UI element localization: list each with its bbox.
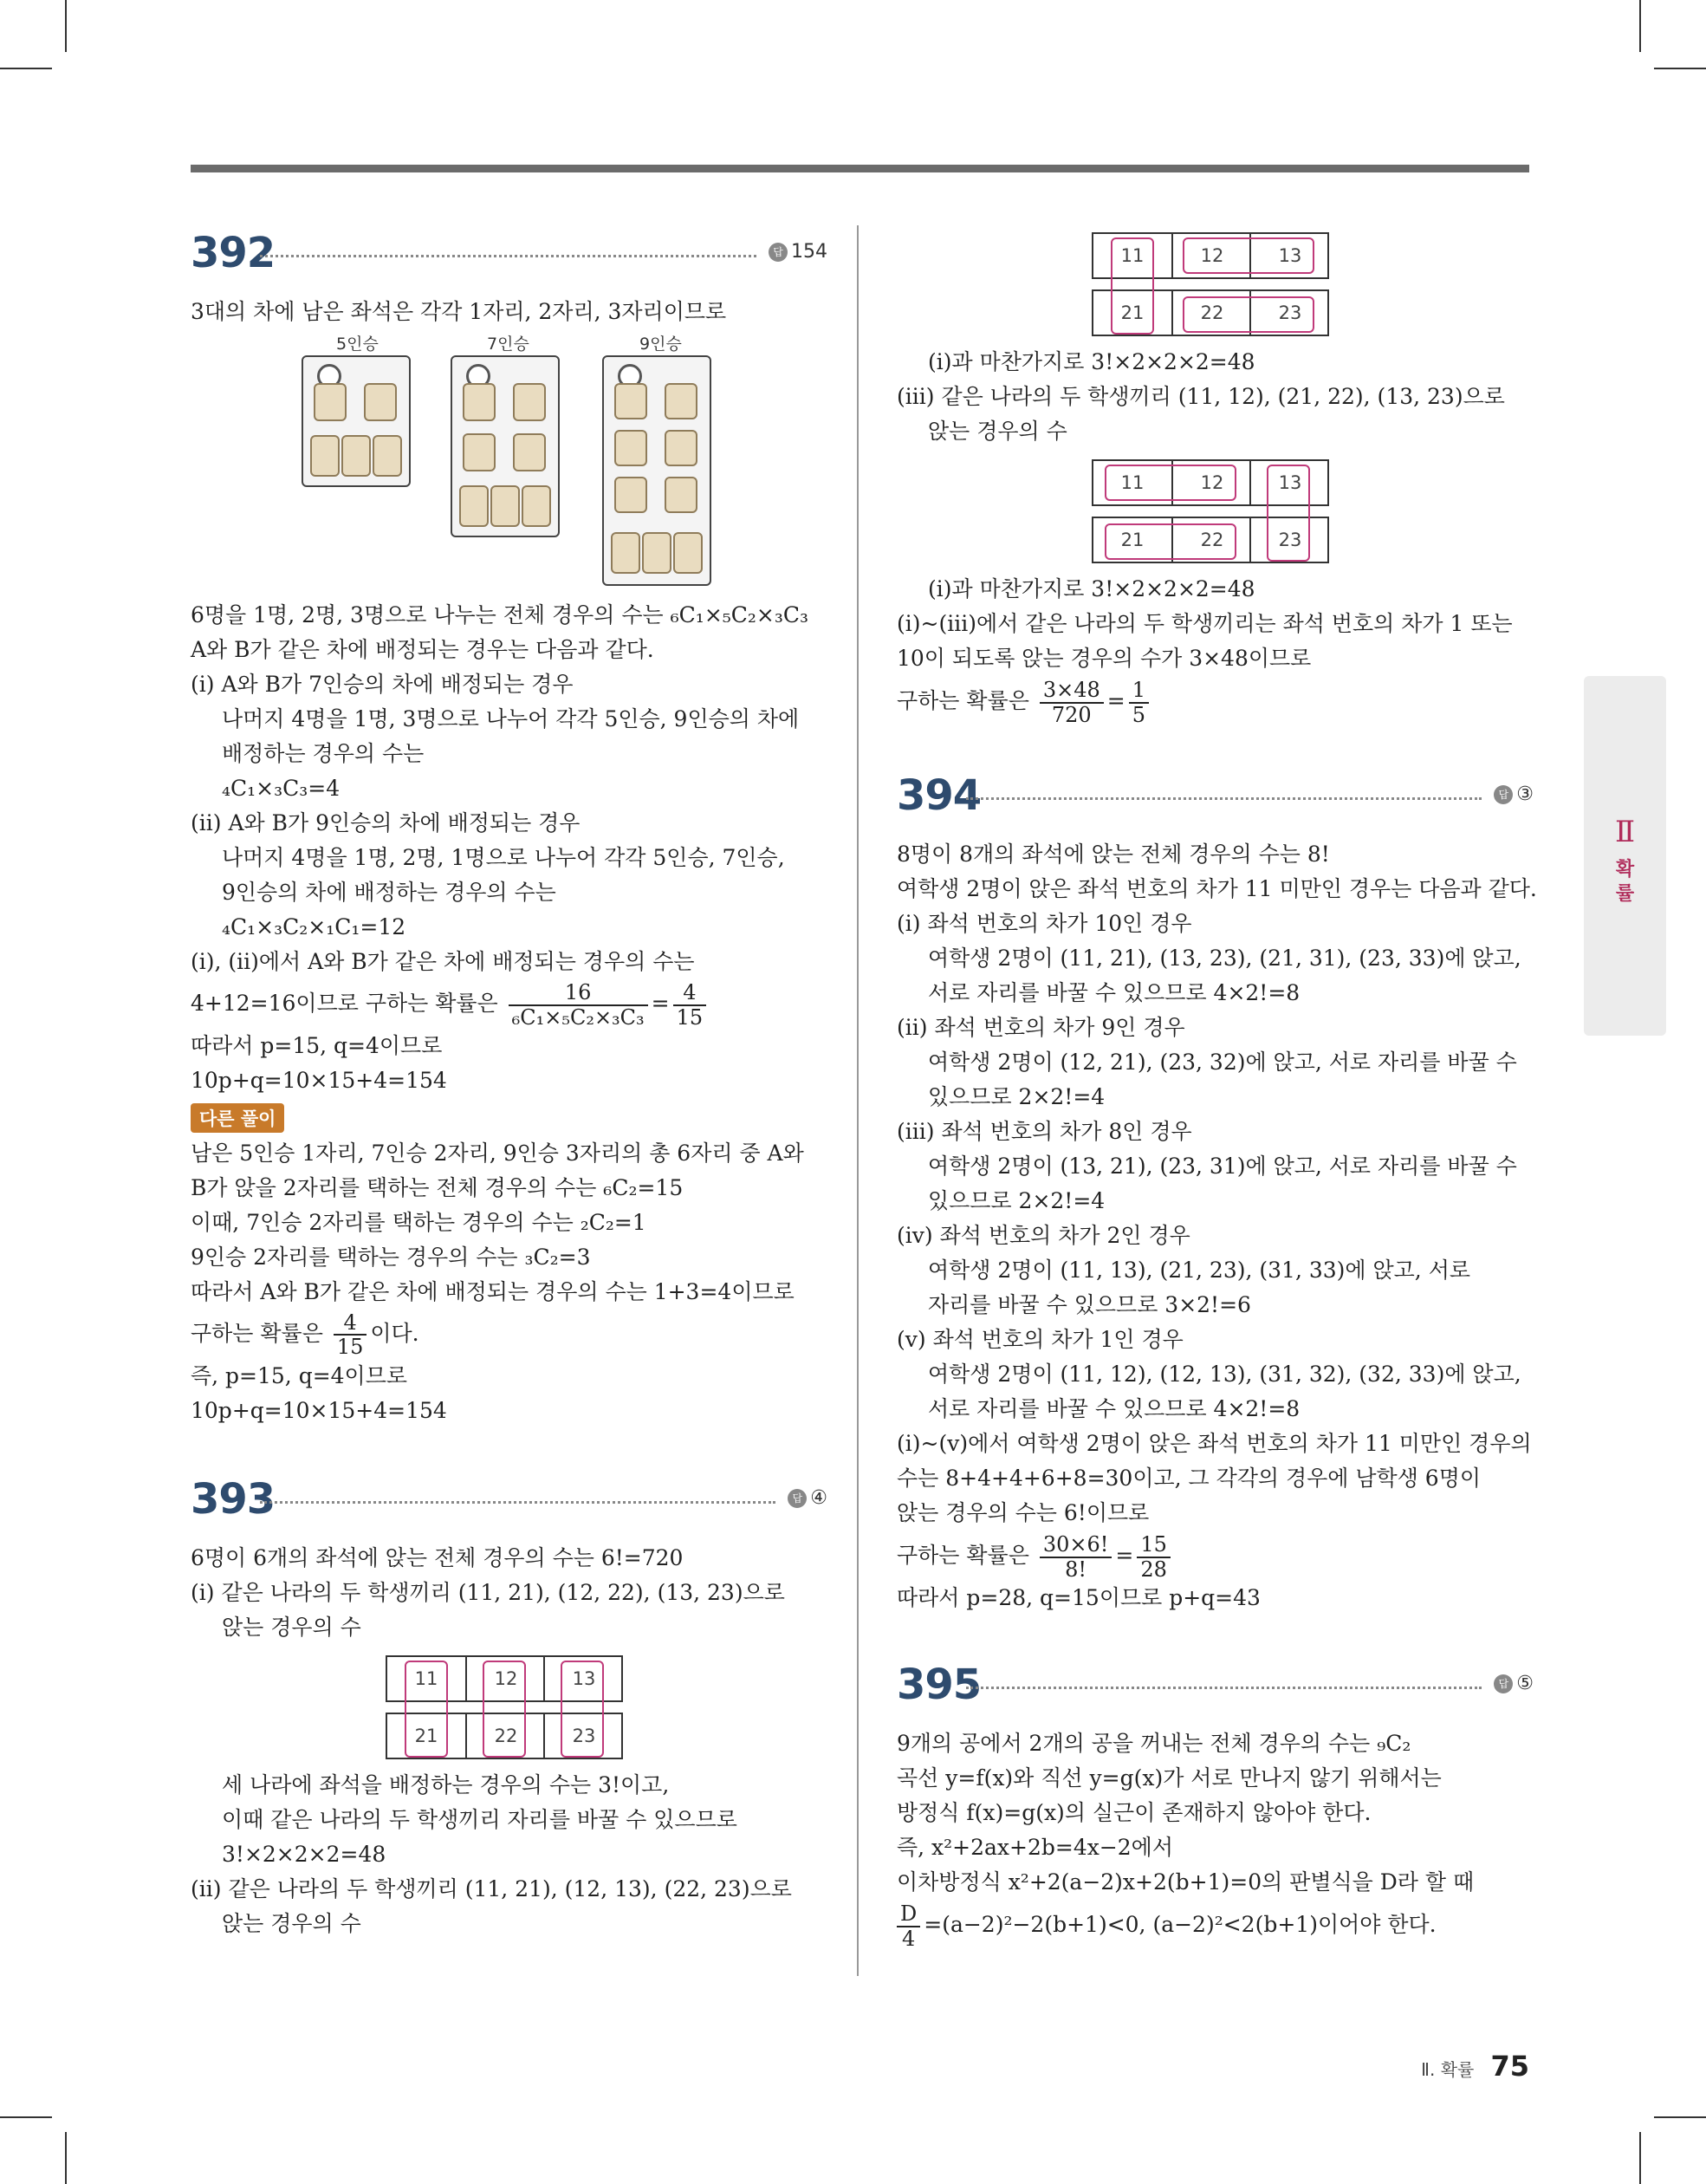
denominator: 15 <box>336 1335 364 1360</box>
seat-icon <box>463 383 496 421</box>
text-line: (ⅳ) 좌석 번호의 차가 2인 경우 <box>897 1223 1190 1248</box>
seat-icon <box>642 532 671 574</box>
chapter-roman-numeral: Ⅱ <box>1614 815 1636 849</box>
text-line: (ⅰ)~(ⅲ)에서 같은 나라의 두 학생끼리는 좌석 번호의 차가 1 또는 <box>897 611 1513 636</box>
text-line: 이차방정식 x²+2(a−2)x+2(b+1)=0의 판별식을 D라 할 때 <box>897 1869 1475 1895</box>
answer-label <box>1494 1671 1534 1697</box>
text-line: 여학생 2명이 (11, 12), (12, 13), (31, 32), (32, 33)에 앉고, <box>928 1362 1521 1387</box>
text-line: 자리를 바꿀 수 있으므로 3×2!=6 <box>928 1292 1251 1317</box>
fraction <box>1129 679 1149 726</box>
text-line: 나머지 4명을 1명, 2명, 1명으로 나누어 각각 5인승, 7인승, <box>222 845 785 870</box>
car-5-seater <box>302 355 411 487</box>
text-line: B가 앉을 2자리를 택하는 전체 경우의 수는 ₆C₂=15 <box>191 1174 684 1200</box>
header-rule <box>191 165 1529 172</box>
answer-label <box>1494 782 1534 808</box>
seat-icon <box>310 435 340 477</box>
seat-icon <box>665 383 697 419</box>
text-line: 나머지 4명을 1명, 3명으로 나누어 각각 5인승, 9인승의 차에 <box>222 706 800 731</box>
problem-number: 394 <box>897 771 982 820</box>
text-line: 여학생 2명이 (11, 21), (13, 23), (21, 31), (23, 33)에 앉고, <box>928 946 1521 971</box>
seat-icon <box>490 485 520 527</box>
text-line: ₄C₁×₃C₂×₁C₁=12 <box>222 914 406 939</box>
leader-dots <box>260 255 756 257</box>
answer-badge-icon: 답 <box>1494 785 1513 804</box>
crop-mark <box>0 68 52 69</box>
page-number: 75 <box>1490 2050 1529 2083</box>
seat-cell: 13 <box>1249 234 1329 277</box>
leader-dots <box>260 1501 775 1504</box>
text-line: 9인승 2자리를 택하는 경우의 수는 ₃C₂=3 <box>191 1244 591 1270</box>
seat-icon <box>463 433 496 471</box>
left-column <box>191 227 827 1941</box>
seat-cell: 13 <box>543 1657 623 1700</box>
crop-mark <box>65 0 67 52</box>
car-label: 5인승 <box>336 335 379 354</box>
crop-mark <box>1654 68 1706 69</box>
text-line: 여학생 2명이 (12, 21), (23, 32)에 앉고, 서로 자리를 바꿀 수 <box>928 1050 1517 1075</box>
text-line: 이때, 7인승 2자리를 택하는 경우의 수는 ₂C₂=1 <box>191 1209 646 1235</box>
text-line: (ⅰ) 같은 나라의 두 학생끼리 (11, 21), (12, 22), (13, 23)으로 <box>191 1579 785 1605</box>
pair-outline <box>1111 237 1154 335</box>
alt-solution-badge: 다른 풀이 <box>191 1103 284 1133</box>
seat-cell: 23 <box>1249 291 1329 335</box>
numerator: 4 <box>334 1311 367 1336</box>
seat-icon <box>364 383 397 421</box>
seat-cell: 22 <box>1171 291 1251 335</box>
text-line: (ⅰ) A와 B가 7인승의 차에 배정되는 경우 <box>191 672 574 697</box>
seat-cell: 21 <box>1120 302 1145 323</box>
text-line: 9개의 공에서 2개의 공을 꺼내는 전체 경우의 수는 ₉C₂ <box>897 1731 1411 1756</box>
text-line: 있으므로 2×2!=4 <box>928 1188 1106 1213</box>
seat-icon <box>665 477 697 513</box>
text-span: 이다. <box>370 1320 419 1346</box>
chapter-label-char: 확 <box>1615 859 1635 881</box>
fraction <box>1137 1533 1171 1581</box>
answer-label <box>769 239 827 265</box>
seat-grid-case2 <box>897 227 1534 338</box>
footer-section: Ⅱ. 확률 <box>1421 2059 1475 2080</box>
seat-icon <box>373 435 402 477</box>
pair-outline <box>561 1661 604 1758</box>
fraction <box>1040 1533 1112 1581</box>
probability-line <box>897 1531 1534 1581</box>
text-span: 구하는 확률은 <box>191 1320 323 1346</box>
answer-badge-icon: 답 <box>788 1489 807 1508</box>
equals-sign: = <box>1106 688 1125 713</box>
seat-cell: 21 <box>1120 530 1145 550</box>
pair-outline <box>1267 465 1310 562</box>
text-line: 여학생 2명이 (11, 13), (21, 23), (31, 33)에 앉고, 서로 <box>928 1258 1470 1283</box>
car-7-seater <box>451 355 560 537</box>
text-line: (ⅰ)~(ⅴ)에서 여학생 2명이 앉은 좌석 번호의 차가 11 미만인 경우의 <box>897 1431 1532 1456</box>
seat-cell: 23 <box>1249 518 1329 562</box>
text-line: 6명을 1명, 2명, 3명으로 나누는 전체 경우의 수는 ₆C₁×₅C₂×₃C₃ <box>191 602 809 627</box>
numerator: 3×48 <box>1040 679 1104 703</box>
answer-badge-icon: 답 <box>769 243 788 262</box>
text-line: 앉는 경우의 수 <box>222 1910 361 1936</box>
numerator: 16 <box>509 981 648 1005</box>
numerator: 30×6! <box>1040 1533 1112 1557</box>
seat-icon <box>673 532 703 574</box>
text-line: 6명이 6개의 좌석에 앉는 전체 경우의 수는 6!=720 <box>191 1544 684 1570</box>
text-line: (ⅱ) A와 B가 9인승의 차에 배정되는 경우 <box>191 810 581 835</box>
text-line: (ⅰ)과 마찬가지로 3!×2×2×2=48 <box>928 349 1255 374</box>
text-line: 앉는 경우의 수 <box>222 1614 361 1640</box>
seat-icon <box>611 532 640 574</box>
seat-icon <box>459 485 489 527</box>
pair-outline <box>405 1661 448 1758</box>
seat-icon <box>665 430 697 466</box>
answer-value: ④ <box>810 1486 827 1509</box>
crop-mark <box>1639 0 1641 52</box>
fraction <box>897 1902 920 1950</box>
denominator: 5 <box>1132 702 1145 727</box>
seat-cell: 12 <box>465 1657 545 1700</box>
answer-value: ③ <box>1516 783 1534 805</box>
seat-icon <box>614 383 647 419</box>
seat-cell: 11 <box>1120 245 1145 266</box>
seat-cell: 12 <box>1171 461 1251 504</box>
leader-dots <box>966 797 1482 800</box>
probability-line <box>191 979 827 1029</box>
crop-mark <box>0 2116 52 2118</box>
text-line: 9인승의 차에 배정하는 경우의 수는 <box>222 880 556 905</box>
seat-grid-case1 <box>191 1650 827 1761</box>
numerator: D <box>897 1902 920 1927</box>
text-line: (ⅱ) 같은 나라의 두 학생끼리 (11, 21), (12, 13), (22, 23)으로 <box>191 1875 792 1901</box>
pair-outline <box>483 1661 526 1758</box>
text-line: 따라서 A와 B가 같은 차에 배정되는 경우의 수는 1+3=4이므로 <box>191 1278 795 1304</box>
discriminant-line <box>897 1900 1534 1950</box>
text-line: 방정식 f(x)=g(x)의 실근이 존재하지 않아야 한다. <box>897 1800 1372 1825</box>
seat-icon <box>513 383 546 421</box>
answer-label <box>788 1485 827 1511</box>
seat-cell: 22 <box>465 1714 545 1758</box>
numerator: 15 <box>1137 1533 1171 1557</box>
problem-header-395 <box>897 1659 1534 1711</box>
crop-mark <box>65 2132 67 2184</box>
text-line: 즉, p=15, q=4이므로 <box>191 1362 408 1388</box>
text-line: ₄C₁×₃C₃=4 <box>222 776 341 801</box>
seat-cell: 22 <box>1171 518 1251 562</box>
text-line: 3!×2×2×2=48 <box>222 1841 386 1867</box>
problem-header-394 <box>897 770 1534 822</box>
crop-mark <box>1639 2132 1641 2184</box>
text-line: 배정하는 경우의 수는 <box>222 741 425 766</box>
text-line: 10p+q=10×15+4=154 <box>191 1397 447 1423</box>
column-separator <box>857 225 859 1976</box>
text-line: 따라서 p=28, q=15이므로 p+q=43 <box>897 1585 1261 1610</box>
car-seat-diagram <box>191 335 827 595</box>
fraction <box>1040 679 1104 726</box>
seat-icon <box>513 433 546 471</box>
problem-number: 393 <box>191 1474 276 1524</box>
denominator: 4 <box>901 1926 916 1951</box>
text-line: (ⅰ) 좌석 번호의 차가 10인 경우 <box>897 911 1192 936</box>
answer-badge-icon: 답 <box>1494 1674 1513 1693</box>
seat-grid-case3 <box>897 454 1534 565</box>
pair-outline <box>1105 465 1236 501</box>
text-line: 남은 5인승 1자리, 7인승 2자리, 9인승 3자리의 총 6자리 중 A와 <box>191 1140 804 1166</box>
problem-number: 395 <box>897 1661 982 1709</box>
denominator: 720 <box>1051 702 1092 727</box>
fraction <box>334 1311 367 1359</box>
numerator: 1 <box>1129 679 1149 703</box>
seat-cell: 12 <box>1171 234 1251 277</box>
text-line: (ⅲ) 같은 나라의 두 학생끼리 (11, 12), (21, 22), (13, 23)으로 <box>897 384 1505 409</box>
seat-icon <box>614 477 647 513</box>
denominator: 8! <box>1065 1557 1087 1582</box>
text-line: 3대의 차에 남은 좌석은 각각 1자리, 2자리, 3자리이므로 <box>191 299 727 324</box>
text-span: 구하는 확률은 <box>897 688 1029 713</box>
text-line: 있으므로 2×2!=4 <box>928 1084 1106 1109</box>
text-line: 앉는 경우의 수는 6!이므로 <box>897 1500 1150 1525</box>
problem-header-392 <box>191 227 827 279</box>
text-span: =(a−2)²−2(b+1)<0, (a−2)²<2(b+1)이어야 한다. <box>924 1912 1437 1937</box>
text-line: 따라서 p=15, q=4이므로 <box>191 1032 443 1058</box>
text-line: 곡선 y=f(x)와 직선 y=g(x)가 서로 만나지 않기 위해서는 <box>897 1765 1442 1791</box>
page-footer <box>1421 2050 1529 2083</box>
denominator: 28 <box>1140 1557 1167 1582</box>
text-line: (ⅰ), (ⅱ)에서 A와 B가 같은 차에 배정되는 경우의 수는 <box>191 949 695 974</box>
text-line: 10이 되도록 앉는 경우의 수가 3×48이므로 <box>897 646 1312 671</box>
leader-dots <box>966 1687 1482 1689</box>
text-line: 10p+q=10×15+4=154 <box>191 1067 447 1093</box>
pair-outline <box>1183 237 1314 274</box>
text-span: 구하는 확률은 <box>897 1543 1029 1568</box>
text-line: 여학생 2명이 (13, 21), (23, 31)에 앉고, 서로 자리를 바꿀 수 <box>928 1154 1517 1179</box>
text-line: (ⅰ)과 마찬가지로 3!×2×2×2=48 <box>928 576 1255 601</box>
denominator: ₆C₁×₅C₂×₃C₃ <box>511 1004 645 1030</box>
seat-icon <box>314 383 347 421</box>
pair-outline <box>1183 296 1314 333</box>
denominator: 15 <box>676 1004 704 1030</box>
text-line: 8명이 8개의 좌석에 앉는 전체 경우의 수는 8! <box>897 842 1330 867</box>
text-line: (ⅱ) 좌석 번호의 차가 9인 경우 <box>897 1015 1185 1040</box>
chapter-side-tab <box>1584 676 1666 1036</box>
text-line: 여학생 2명이 앉은 좌석 번호의 차가 11 미만인 경우는 다음과 같다. <box>897 876 1537 901</box>
text-line: 앉는 경우의 수 <box>928 419 1067 444</box>
probability-line <box>191 1310 827 1359</box>
seat-cell: 13 <box>1249 461 1329 504</box>
seat-cell: 11 <box>414 1667 438 1689</box>
fraction <box>673 981 707 1029</box>
answer-value: 154 <box>791 241 827 263</box>
seat-icon <box>522 485 551 527</box>
seat-cell: 23 <box>543 1714 623 1758</box>
text-line: 이때 같은 나라의 두 학생끼리 자리를 바꿀 수 있으므로 <box>222 1806 737 1832</box>
text-line: 서로 자리를 바꿀 수 있으므로 4×2!=8 <box>928 980 1301 1005</box>
text-line: 서로 자리를 바꿀 수 있으므로 4×2!=8 <box>928 1396 1301 1421</box>
text-line: (ⅲ) 좌석 번호의 차가 8인 경우 <box>897 1119 1192 1144</box>
pair-outline <box>1105 523 1236 560</box>
probability-line <box>897 676 1534 726</box>
right-column <box>897 227 1537 1951</box>
text-line: 수는 8+4+4+6+8=30이고, 그 각각의 경우에 남학생 6명이 <box>897 1466 1482 1491</box>
text-span: 4+12=16이므로 구하는 확률은 <box>191 991 498 1016</box>
chapter-label <box>1584 858 1666 907</box>
fraction <box>509 981 648 1029</box>
crop-mark <box>1654 2116 1706 2118</box>
car-label: 7인승 <box>487 335 529 354</box>
text-line: (ⅴ) 좌석 번호의 차가 1인 경우 <box>897 1327 1184 1352</box>
problem-header-393 <box>191 1473 827 1525</box>
car-label: 9인승 <box>639 335 682 354</box>
equals-sign: = <box>1115 1543 1134 1568</box>
problem-number: 392 <box>191 229 276 277</box>
text-line: 세 나라에 좌석을 배정하는 경우의 수는 3!이고, <box>222 1771 670 1797</box>
equals-sign: = <box>651 991 670 1016</box>
seat-cell: 21 <box>414 1725 438 1746</box>
car-9-seater <box>602 355 711 586</box>
seat-cell: 11 <box>1120 472 1145 493</box>
text-line: 즉, x²+2ax+2b=4x−2에서 <box>897 1835 1173 1860</box>
text-line: A와 B가 같은 차에 배정되는 경우는 다음과 같다. <box>191 637 654 662</box>
seat-icon <box>341 435 371 477</box>
numerator: 4 <box>673 981 707 1005</box>
seat-icon <box>614 430 647 466</box>
answer-value: ⑤ <box>1516 1673 1534 1694</box>
chapter-label-char: 률 <box>1615 883 1635 905</box>
